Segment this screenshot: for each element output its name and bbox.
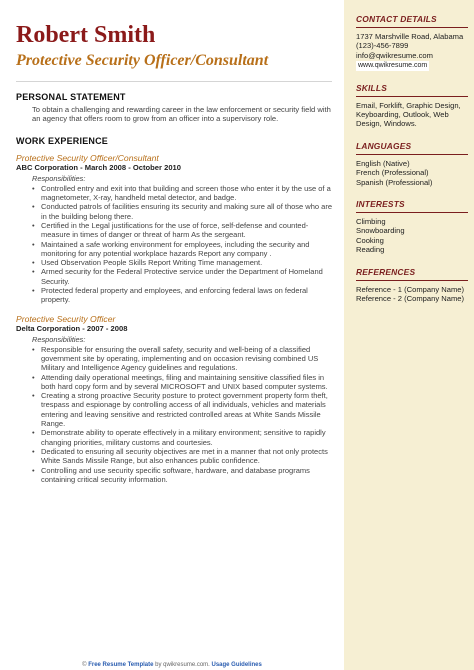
list-item: • Conducted patrols of facilities ensuring its security and making sure all of those who are in the building belong there. [32,202,332,221]
list-item: • Dedicated to ensuring all security objectives are met in a manner that not only protects White Sands Missile Range, but also enhances public confidence. [32,447,332,466]
candidate-title: Protective Security Officer/Consultant [16,52,269,69]
languages-heading: LANGUAGES [356,141,468,155]
list-item: Reference - 2 (Company Name) [356,294,465,304]
languages-list [356,159,468,187]
list-item: Snowboarding [356,226,405,236]
phone: (123)-456-7899 [356,41,409,51]
skills-heading: SKILLS [356,83,468,97]
list-item: • Responsible for ensuring the overall safety, security and well-being of a classified government site by operating, implementing and on occasion revising combined US Military and Intelligence Agency guidelines and regulations. [32,345,332,373]
address: 1737 Marshville Road, Alabama [356,32,464,41]
job-company-dates: Delta Corporation - 2007 - 2008 [16,323,128,333]
responsibilities-list [32,345,332,484]
contact-heading: CONTACT DETAILS [356,14,468,28]
list-item: • Armed security for the Federal Protective service under the Department of Homeland Security. [32,267,332,286]
personal-statement-heading: PERSONAL STATEMENT [16,92,126,102]
skills-section [356,83,468,129]
list-item: Spanish (Professional) [356,177,433,187]
skills-text: Email, Forklift, Graphic Design, Keyboarding, Outlook, Web Design, Windows. [356,100,461,129]
job-entry [16,314,332,484]
list-item: French (Professional) [356,168,429,178]
footer-text: by qwikresume.com. [153,662,210,668]
references-list [356,285,468,304]
list-item: • Attending daily operational meetings, filing and maintaining sensitive classified files in both hard copy form and by several MICROSOFT and UNIX based computer systems. [32,373,332,392]
work-experience-heading: WORK EXPERIENCE [16,135,109,146]
candidate-name: Robert Smith [16,22,156,48]
copyright-symbol: © [82,662,87,668]
interests-list [356,217,468,255]
list-item: • Protected federal property and employees, and enforcing federal laws on federal property. [32,286,332,305]
interests-section [356,199,468,255]
list-item: • Controlling and use security specific software, hardware, and database programs containing critical security information. [32,466,332,485]
job-company-dates: ABC Corporation - March 2008 - October 2010 [16,162,181,172]
list-item: Cooking [356,235,384,245]
free-resume-template-link[interactable]: Free Resume Template [88,662,154,668]
responsibilities-list [32,184,332,305]
personal-statement-text: To obtain a challenging and rewarding career in the law enforcement or security field with an agency that offers room to grow from an officer into a supervisory role. [32,105,331,124]
list-item: • Demonstrate ability to operate effectively in a military environment; sensitive to rapidly changing priorities, military customs and courtesies. [32,428,332,447]
sidebar [344,0,474,670]
list-item: English (Native) [356,158,410,168]
list-item: • Maintained a safe working environment for employees, including the security and monitoring for any potential workplace hazards Report any company . [32,240,332,259]
job-title: Protective Security Officer [16,313,116,324]
email[interactable]: info@qwikresume.com [356,50,433,60]
interests-heading: INTERESTS [356,199,468,213]
header-divider [16,81,332,82]
contact-section [356,14,468,71]
job-title: Protective Security Officer/Consultant [16,152,159,163]
responsibilities-label: Responsibilities: [32,334,86,344]
list-item: • Certified in the Legal justifications for the use of force, self-defense and counted-measure in times of danger or threat of harm As the sergeant. [32,221,332,240]
list-item: • Controlled entry and exit into that building and screen those who enter it by the use of a magnetometer, X-ray, handheld metal detector, and badge. [32,184,332,203]
references-heading: REFERENCES [356,267,468,281]
page-footer [0,662,344,668]
website[interactable]: www.qwikresume.com [358,62,428,70]
list-item: • Creating a strong proactive Security posture to protect government property form theft, trespass and espionage by controlling access of all individuals, vehicles and materials entering and leaving sensitive and restricted controlled areas at White Sands Missile Range. [32,391,332,428]
list-item: • Used Observation People Skills Report Writing Time management. [32,258,332,267]
list-item: Reading [356,245,385,255]
job-entry [16,153,332,305]
list-item: Reference - 1 (Company Name) [356,284,465,294]
list-item: Climbing [356,217,386,227]
languages-section [356,141,468,187]
usage-guidelines-link[interactable]: Usage Guidelines [211,662,262,668]
references-section [356,267,468,304]
responsibilities-label: Responsibilities: [32,173,86,183]
contact-details [356,32,468,71]
